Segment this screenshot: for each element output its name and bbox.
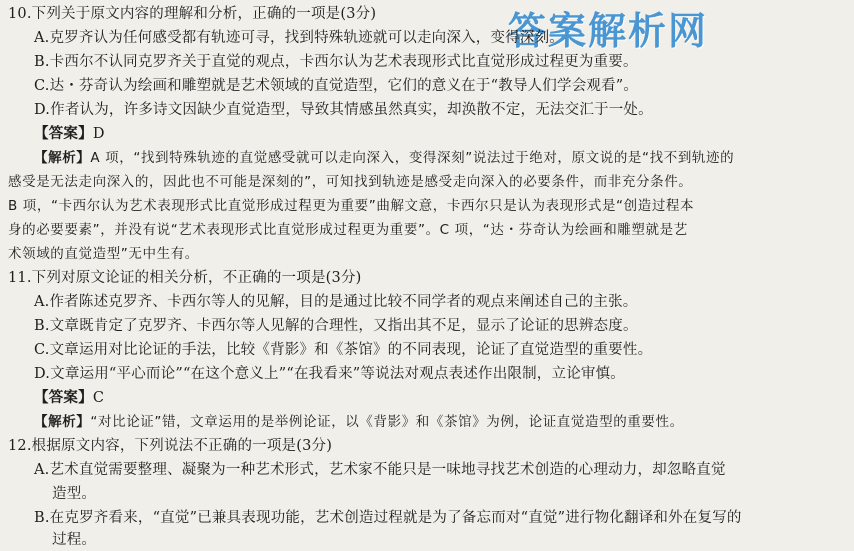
explanation-label: 【解析】: [34, 414, 91, 430]
explanation-text: A 项，“找到特殊轨迹的直觉感受就可以走向深入，变得深刻”说法过于绝对，原文说的是“找不到轨迹的: [90, 150, 735, 166]
q11-answer: [34, 388, 104, 408]
watermark-logo: 答案解析网: [508, 9, 709, 53]
q10-stem: 10.下列关于原文内容的理解和分析，正确的一项是(3分): [8, 6, 377, 22]
q10-answer: [34, 124, 105, 144]
explanation-text: “对比论证”错，文章运用的是举例论证，以《背影》和《茶馆》为例，论证直觉造型的重要性。: [90, 414, 684, 430]
q11-option-b: B.文章既肯定了克罗齐、卡西尔等人见解的合理性，又指出其不足，显示了论证的思辨态度。: [34, 318, 638, 334]
q12-option-b-cont: 过程。: [52, 532, 97, 548]
q12-stem: 12.根据原文内容，下列说法不正确的一项是(3分): [8, 438, 333, 454]
q10-option-c: C.达・芬奇认为绘画和雕塑就是艺术领域的直觉造型，它们的意义在于“教导人们学会观看”。: [34, 78, 639, 94]
q12-option-a-cont: 造型。: [52, 486, 97, 502]
q10-explanation-line: 身的必要要素”，并没有说“艺术表现形式比直觉形成过程更为重要”。C 项，“达・芬奇认为绘画和雕塑就是艺: [8, 222, 688, 238]
q11-option-a: A.作者陈述克罗齐、卡西尔等人的见解，目的是通过比较不同学者的观点来阐述自己的主张。: [34, 294, 638, 310]
q11-option-d: D.文章运用“平心而论”“在这个意义上”“在我看来”等说法对观点表述作出限制，立论审慎。: [34, 366, 625, 382]
answer-value: C: [92, 390, 105, 406]
q10-option-a: A.克罗齐认为任何感受都有轨迹可寻，找到特殊轨迹就可以走向深入，变得深刻。: [34, 30, 564, 46]
q10-explanation-line: 感受是无法走向深入的，因此也不可能是深刻的”，可知找到轨迹是感受走向深入的必要条件，而非充分条件。: [8, 174, 693, 190]
q11-stem: 11.下列对原文论证的相关分析，不正确的一项是(3分): [8, 270, 362, 286]
answer-label: 【答案】: [34, 389, 93, 406]
q12-option-b: B.在克罗齐看来，“直觉”已兼具表现功能，艺术创造过程就是为了备忘而对“直觉”进行物化翻译和外在复写的: [34, 510, 742, 526]
q10-explanation-line: 术领域的直觉造型”无中生有。: [8, 246, 199, 262]
q10-explanation-line: B 项，“卡西尔认为艺术表现形式比直觉形成过程更为重要”曲解文意，卡西尔只是认为表现形式是“创造过程本: [8, 198, 695, 214]
q11-option-c: C.文章运用对比论证的手法，比较《背影》和《茶馆》的不同表现，论证了直觉造型的重要性。: [34, 342, 653, 358]
q10-explanation-line: [34, 148, 734, 168]
q10-option-b: B.卡西尔不认同克罗齐关于直觉的观点，卡西尔认为艺术表现形式比直觉形成过程更为重要。: [34, 54, 638, 70]
q11-explanation-line: [34, 412, 684, 432]
answer-value: D: [92, 126, 105, 142]
q12-option-a: A.艺术直觉需要整理、凝聚为一种艺术形式，艺术家不能只是一味地寻找艺术创造的心理动力，却忽略直觉: [34, 462, 726, 478]
q10-option-d: D.作者认为，许多诗文因缺少直觉造型，导致其情感虽然真实，却涣散不定，无法交汇于一处。: [34, 102, 653, 118]
answer-label: 【答案】: [34, 125, 93, 142]
explanation-label: 【解析】: [34, 150, 91, 166]
